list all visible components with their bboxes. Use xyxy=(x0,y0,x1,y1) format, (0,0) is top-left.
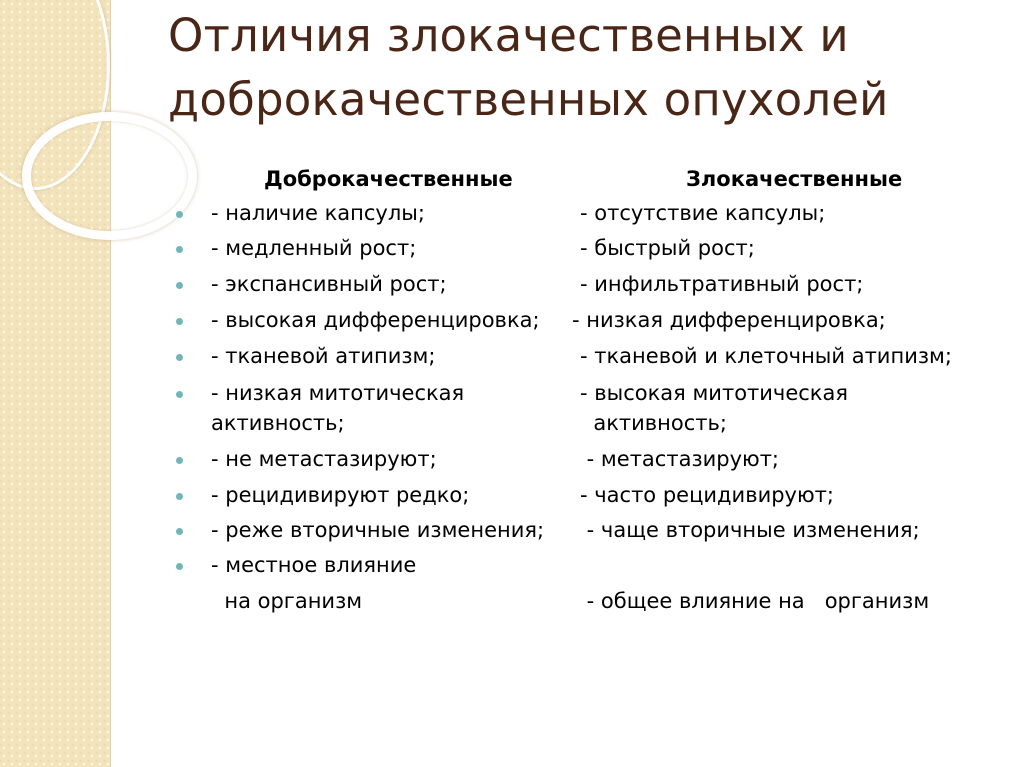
benign-feature-text: - низкая митотическая xyxy=(211,381,465,405)
benign-feature-text: - высокая дифференцировка; xyxy=(211,308,540,332)
benign-feature-text: на организм xyxy=(211,589,363,613)
benign-feature-text: активность; xyxy=(211,411,345,435)
benign-column-header: Доброкачественные xyxy=(264,167,513,191)
benign-feature-text: - рецидивируют редко; xyxy=(211,483,470,507)
malignant-column-header: Злокачественные xyxy=(686,167,903,191)
malignant-feature-text: - низкая дифференцировка; xyxy=(572,308,886,332)
malignant-feature-text: - часто рецидивируют; xyxy=(580,483,834,507)
bullet-icon xyxy=(176,318,183,325)
bullet-icon xyxy=(176,457,183,464)
malignant-feature-text: - общее влияние на организм xyxy=(580,589,930,613)
malignant-feature-text: - чаще вторичные изменения; xyxy=(580,518,920,542)
benign-feature-text: - медленный рост; xyxy=(211,236,417,260)
benign-feature-text: - тканевой атипизм; xyxy=(211,344,436,368)
bullet-icon xyxy=(176,354,183,361)
benign-feature-text: - экспансивный рост; xyxy=(211,272,447,296)
benign-feature-text: - наличие капсулы; xyxy=(211,201,425,225)
malignant-feature-text: активность; xyxy=(580,411,727,435)
bullet-icon xyxy=(176,282,183,289)
malignant-feature-text: - метастазируют; xyxy=(580,447,779,471)
title-line-1: Отличия злокачественных и xyxy=(168,9,849,62)
title-line-2: доброкачественных опухолей xyxy=(168,73,889,126)
malignant-feature-text: - быстрый рост; xyxy=(580,236,755,260)
benign-feature-text: - местное влияние xyxy=(211,553,417,577)
malignant-feature-text: - высокая митотическая xyxy=(580,381,848,405)
malignant-feature-text: - инфильтративный рост; xyxy=(580,272,864,296)
bullet-icon xyxy=(176,246,183,253)
benign-feature-text: - не метастазируют; xyxy=(211,447,437,471)
bullet-icon xyxy=(176,211,183,218)
malignant-feature-text: - отсутствие капсулы; xyxy=(580,201,826,225)
bullet-icon xyxy=(176,528,183,535)
slide-title xyxy=(168,4,998,132)
bullet-icon xyxy=(176,391,183,398)
bullet-icon xyxy=(176,563,183,570)
malignant-feature-text: - тканевой и клеточный атипизм; xyxy=(580,344,952,368)
benign-feature-text: - реже вторичные изменения; xyxy=(211,518,545,542)
bullet-icon xyxy=(176,493,183,500)
decorative-side-strip xyxy=(0,0,111,767)
